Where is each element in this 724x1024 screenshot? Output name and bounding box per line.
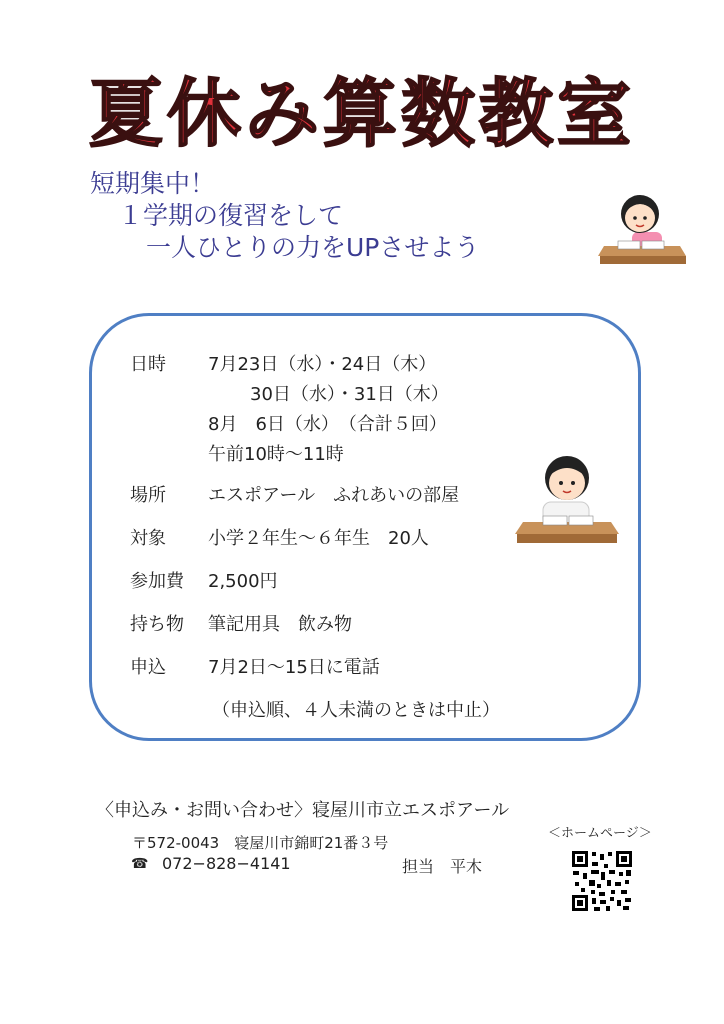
date-line-1: 7月23日（水）・24日（木） (208, 354, 437, 375)
datetime-label: 日時 (130, 354, 166, 375)
fee-value: 2,500円 (208, 571, 278, 592)
girl-studying-illustration (594, 184, 690, 276)
target-value: 小学２年生～６年生 20人 (208, 528, 429, 549)
apply-value: 7月2日～15日に電話 (208, 657, 380, 678)
date-line-2: 30日（水）・31日（木） (250, 384, 449, 405)
bring-label: 持ち物 (130, 614, 184, 635)
intro-line-3: 一人ひとりの力をUPさせよう (146, 233, 480, 262)
contact-address: 〒572-0043 寝屋川市錦町21番３号 (132, 834, 389, 852)
contact-phone: 072−828−4141 (162, 854, 291, 873)
homepage-label: ＜ホームページ＞ (548, 826, 652, 841)
place-value: エスポアール ふれあいの部屋 (208, 485, 460, 506)
page-title: 夏休み算数教室 (89, 71, 635, 157)
apply-note: （申込順、４人未満のときは中止） (212, 700, 500, 721)
place-label: 場所 (130, 485, 166, 506)
intro-line-1: 短期集中！ (90, 169, 216, 198)
time-range: 午前10時～11時 (208, 444, 344, 465)
date-line-3: 8月 6日（水） （合計５回） (208, 414, 447, 435)
homepage-qr-code[interactable] (571, 850, 633, 912)
intro-text (90, 168, 479, 264)
bring-value: 筆記用具 飲み物 (208, 614, 352, 635)
phone-icon: ☎ (131, 856, 149, 872)
intro-line-2: １学期の復習をして (118, 201, 344, 230)
target-label: 対象 (130, 528, 166, 549)
contact-person: 担当 平木 (402, 857, 483, 876)
contact-title: 〈申込み・お問い合わせ〉寝屋川市立エスポアール (96, 800, 510, 821)
fee-label: 参加費 (130, 571, 184, 592)
apply-label: 申込 (130, 657, 166, 678)
boy-studying-illustration (513, 446, 621, 552)
